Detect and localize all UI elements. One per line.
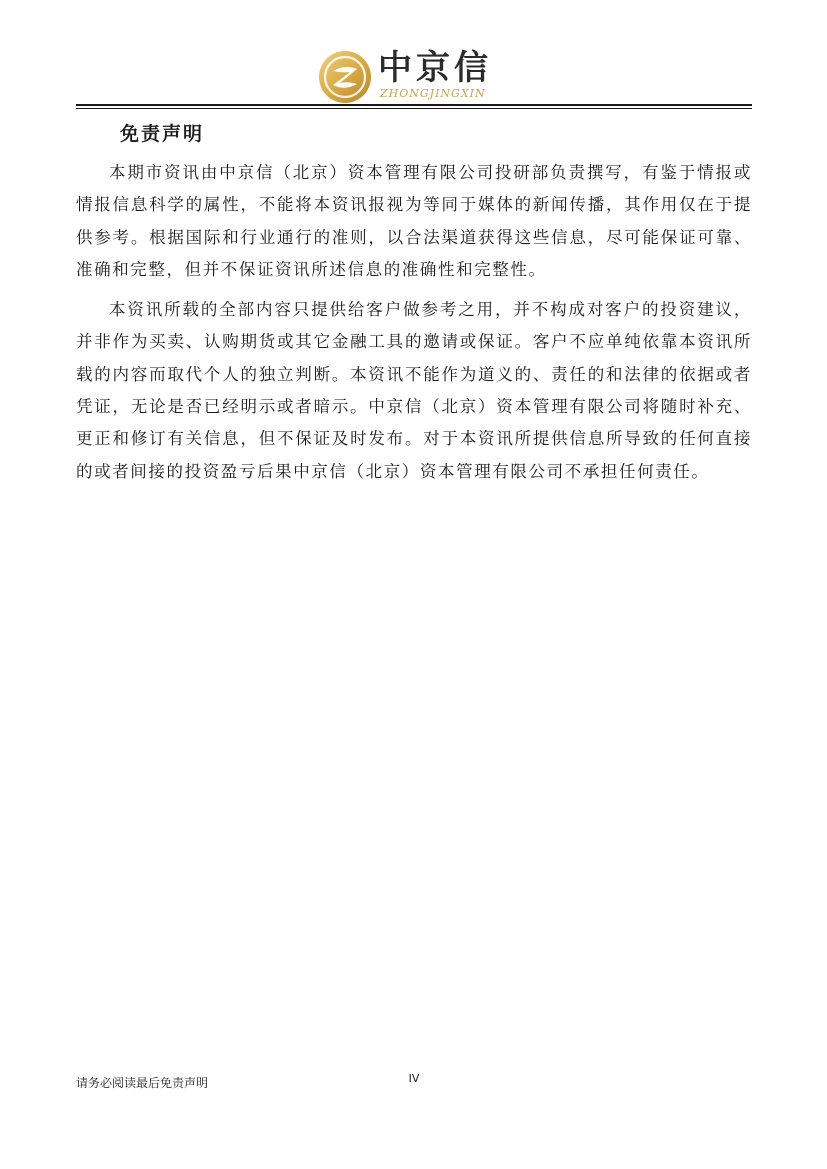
header-rule-thick [76, 104, 752, 106]
zhongjingxin-logo-icon [318, 50, 372, 104]
footer-note: 请务必阅读最后免责声明 [76, 1076, 209, 1090]
page-number: IV [408, 1072, 420, 1085]
page-title: 免责声明 [120, 123, 205, 145]
paragraph: 本资讯所载的全部内容只提供给客户做参考之用，并不构成对客户的投资建议，并非作为买卖、认购期货或其它金融工具的邀请或保证。客户不应单纯依靠本资讯所载的内容而取代个人的独立判断。本资讯不能作为道义的、责任的和法律的依据或者凭证，无论是否已经明示或者暗示。中京信（北京）资本管理有限公司将随时补充、更正和修订有关信息，但不保证及时发布。对于本资讯所提供信息所导致的任何直接的或者间接的投资盈亏后果中京信（北京）资本管理有限公司不承担任何责任。 [76, 300, 752, 481]
header-rule-thin [76, 108, 752, 109]
logo-english-name: ZHONGJINGXIN [380, 87, 486, 100]
paragraph: 本期市资讯由中京信（北京）资本管理有限公司投研部负责撰写，有鉴于情报或情报信息科学的属性，不能将本资讯报视为等同于媒体的新闻传播，其作用仅在于提供参考。根据国际和行业通行的准则，以合法渠道获得这些信息，尽可能保证可靠、准确和完整，但并不保证资讯所述信息的准确性和完整性。 [76, 163, 752, 279]
company-logo [318, 48, 508, 104]
page-header [0, 0, 827, 112]
disclaimer-body [76, 157, 752, 496]
logo-chinese-name: 中京信 [378, 48, 492, 88]
